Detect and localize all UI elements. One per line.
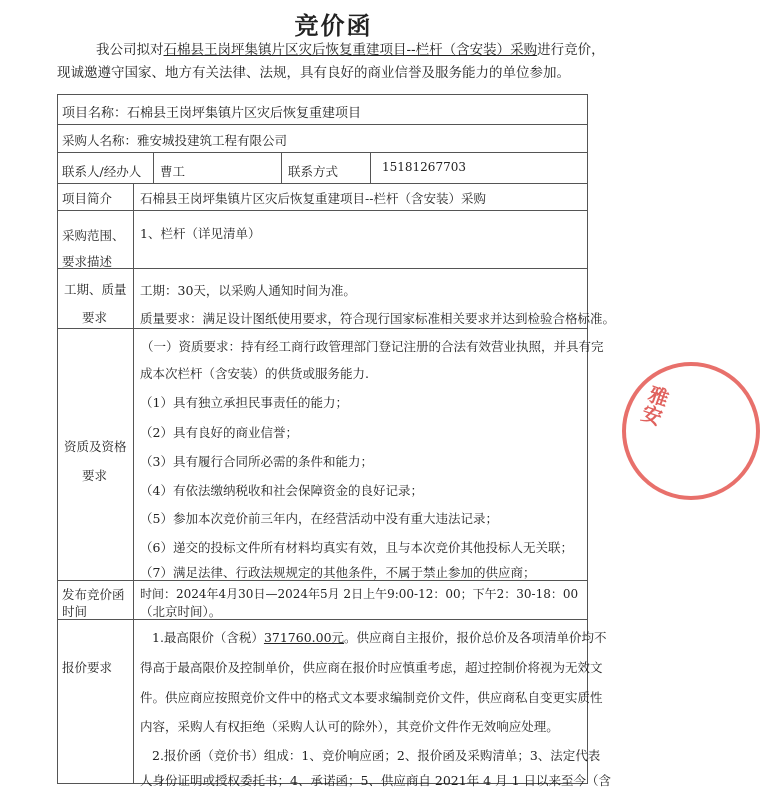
qual-label-1: 资质及资格 — [64, 439, 127, 454]
period-label-2: 要求 — [82, 310, 108, 325]
company-seal-text: 雅安 — [635, 381, 673, 428]
qual-line: （7）满足法律、行政法规规定的其他条件，不属于禁止参加的供应商； — [140, 565, 536, 580]
scope-label-2: 要求描述 — [62, 254, 113, 269]
quote-price-suffix: 。供应商自主报价，报价总价及各项清单价均不 — [344, 630, 607, 645]
intro-prefix: 我公司拟对 — [96, 42, 164, 58]
intro-line-1 — [96, 38, 605, 58]
contact-value: 曹工 — [160, 164, 186, 179]
quote-line: 2.报价函（竞价书）组成：1、竞价响应函；2、报价函及采购清单；3、法定代表 — [152, 748, 601, 763]
quote-line: 得高于最高限价及控制单价，供应商在报价时应慎重考虑，超过控制价将视为无效文 — [140, 660, 603, 675]
quote-line: 内容，采购人有权拒绝（采购人认可的除外），其竞价文件作无效响应处理。 — [140, 719, 559, 734]
qual-line: （4）有依法缴纳税收和社会保障资金的良好记录； — [140, 483, 423, 498]
qual-line: （5）参加本次竞价前三年内，在经营活动中没有重大违法记录； — [140, 511, 498, 526]
quote-line: 人身份证明或授权委托书；4、承诺函；5、供应商自 2021年 4 月 1 日以来至今（含 — [140, 773, 611, 788]
intro-suffix: 进行竞价， — [537, 42, 605, 58]
scope-value: 1、栏杆（详见清单） — [140, 226, 261, 241]
scope-label-1: 采购范围、 — [62, 228, 125, 243]
quote-line: 件。供应商应按照竞价文件中的格式文本要求编制竞价文件，供应商私自变更实质性 — [140, 690, 603, 705]
intro-project: 石棉县王岗坪集镇片区灾后恢复重建项目--栏杆（含安装）采购 — [163, 42, 538, 58]
project-name: 项目名称：石棉县王岗坪集镇片区灾后恢复重建项目 — [62, 106, 362, 121]
purchaser-name: 采购人名称：雅安城投建筑工程有限公司 — [62, 133, 288, 148]
document-title: 竞价函 — [294, 11, 373, 40]
qual-line: （6）递交的投标文件所有材料均真实有效，且与本次竞价其他投标人无关联； — [140, 540, 573, 555]
qual-line: 成本次栏杆（含安装）的供货或服务能力. — [140, 366, 369, 381]
quote-label: 报价要求 — [62, 660, 113, 675]
phone-value: 15181267703 — [382, 160, 466, 174]
qual-line: （3）具有履行合同所必需的条件和能力； — [140, 454, 373, 469]
company-seal — [622, 362, 760, 500]
quote-price: 371760.00元 — [263, 630, 345, 645]
period-value: 工期：30天，以采购人通知时间为准。 — [140, 283, 356, 298]
qual-label-2: 要求 — [82, 468, 108, 483]
period-label-1: 工期、质量 — [64, 282, 127, 297]
quote-price-prefix: 1.最高限价（含税） — [152, 630, 264, 645]
contact-label: 联系人/经办人 — [62, 164, 142, 179]
release-line-2: （北京时间）。 — [140, 604, 222, 619]
release-label-2: 时间 — [62, 604, 88, 619]
quality-value: 质量要求：满足设计图纸使用要求，符合现行国家标准相关要求并达到检验合格标准。 — [140, 311, 616, 326]
intro-value: 石棉县王岗坪集镇片区灾后恢复重建项目--栏杆（含安装）采购 — [140, 191, 486, 206]
intro-label: 项目简介 — [62, 191, 113, 206]
release-label-1: 发布竞价函 — [62, 587, 125, 602]
qual-line: （1）具有独立承担民事责任的能力； — [140, 395, 348, 410]
qual-line: （2）具有良好的商业信誉； — [140, 425, 298, 440]
quote-price-line — [152, 628, 607, 646]
phone-label: 联系方式 — [288, 164, 339, 179]
qual-line: （一）资质要求：持有经工商行政管理部门登记注册的合法有效营业执照，并具有完 — [141, 339, 604, 354]
release-line-1: 时间：2024年4月30日—2024年5月 2日上午9:00-12：00；下午2：30-18：00 — [140, 587, 579, 601]
intro-line-2: 现诚邀遵守国家、地方有关法律、法规，具有良好的商业信誉及服务能力的单位参加。 — [57, 65, 570, 81]
